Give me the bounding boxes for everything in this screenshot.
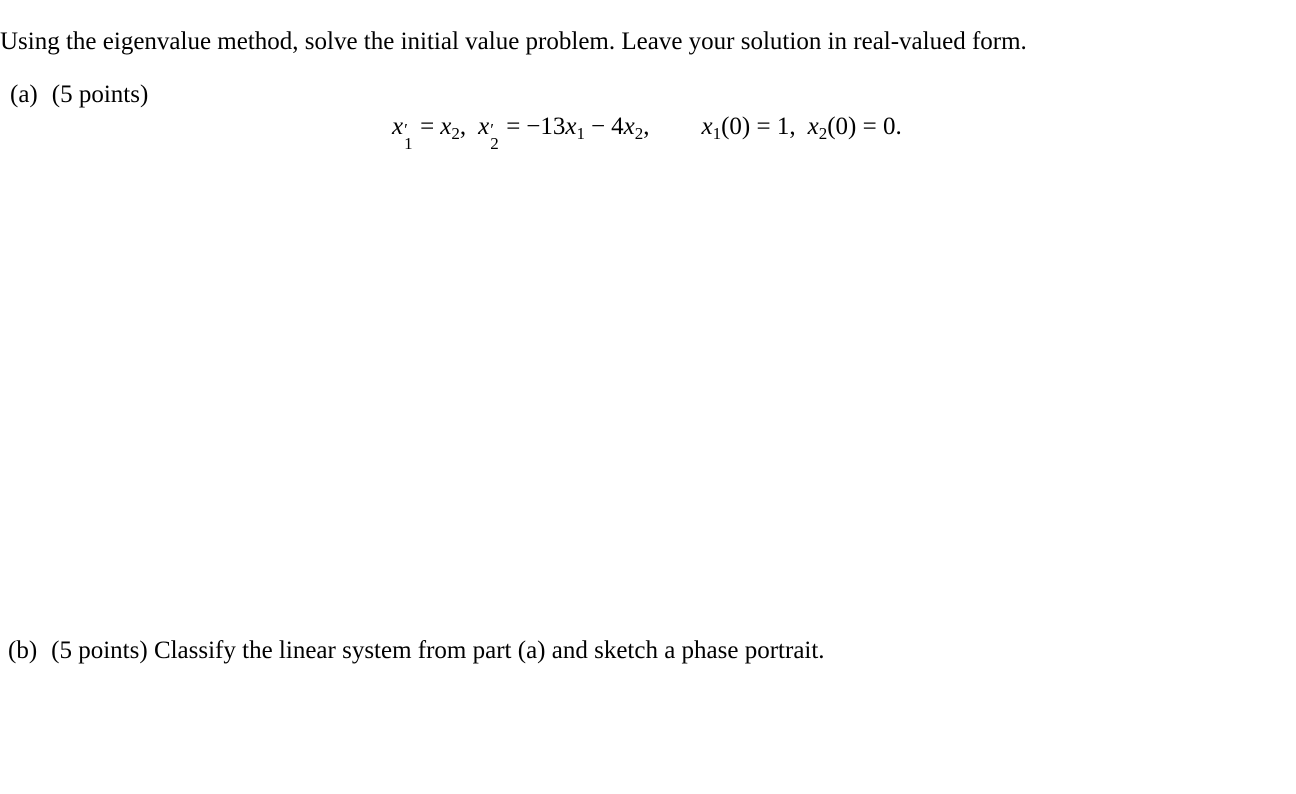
ic2-rest: (0) = 0. <box>827 113 902 140</box>
part-a-label: (a) <box>10 81 38 108</box>
ic1-var: x <box>701 113 713 140</box>
part-b-points: (5 points) <box>51 637 148 664</box>
eq2-minus: − <box>591 113 606 140</box>
ic2-sub: 2 <box>818 124 828 143</box>
eq2-rhs-sub2: 2 <box>634 124 644 143</box>
ic1-rest: (0) = 1, <box>721 113 796 140</box>
eq2-rhs-sub1: 1 <box>576 124 586 143</box>
eq2-rhs-coef1: −13 <box>526 113 566 140</box>
ic1-sub: 1 <box>712 124 722 143</box>
eq1-rhs-var: x <box>440 113 452 140</box>
eq2-rhs-coef2: 4 <box>611 113 624 140</box>
part-a-heading <box>10 80 148 110</box>
problem-intro: Using the eigenvalue method, solve the initial value problem. Leave your solution in real-valued form. <box>0 28 1027 55</box>
ic2-var: x <box>807 113 819 140</box>
part-b-label: (b) <box>8 637 38 664</box>
part-b-text: Classify the linear system from part (a) and sketch a phase portrait. <box>153 637 825 664</box>
eq2-lhs-var: x <box>478 113 490 140</box>
part-a-equation: x ′ 1 = $x_2$, x ′ 2 = $-13x_1 - 4x_2$, $x_1(0) = 1$, $x_2(0) = 0$. <box>392 113 902 153</box>
eq1-lhs-var: x <box>392 113 404 140</box>
eq2-rhs-var1: x <box>565 113 577 140</box>
eq1-rhs-sub: 2 <box>451 124 460 143</box>
eq2-rhs-var2: x <box>623 113 635 140</box>
part-a-points: (5 points) <box>51 81 149 108</box>
part-b-heading <box>8 636 825 666</box>
